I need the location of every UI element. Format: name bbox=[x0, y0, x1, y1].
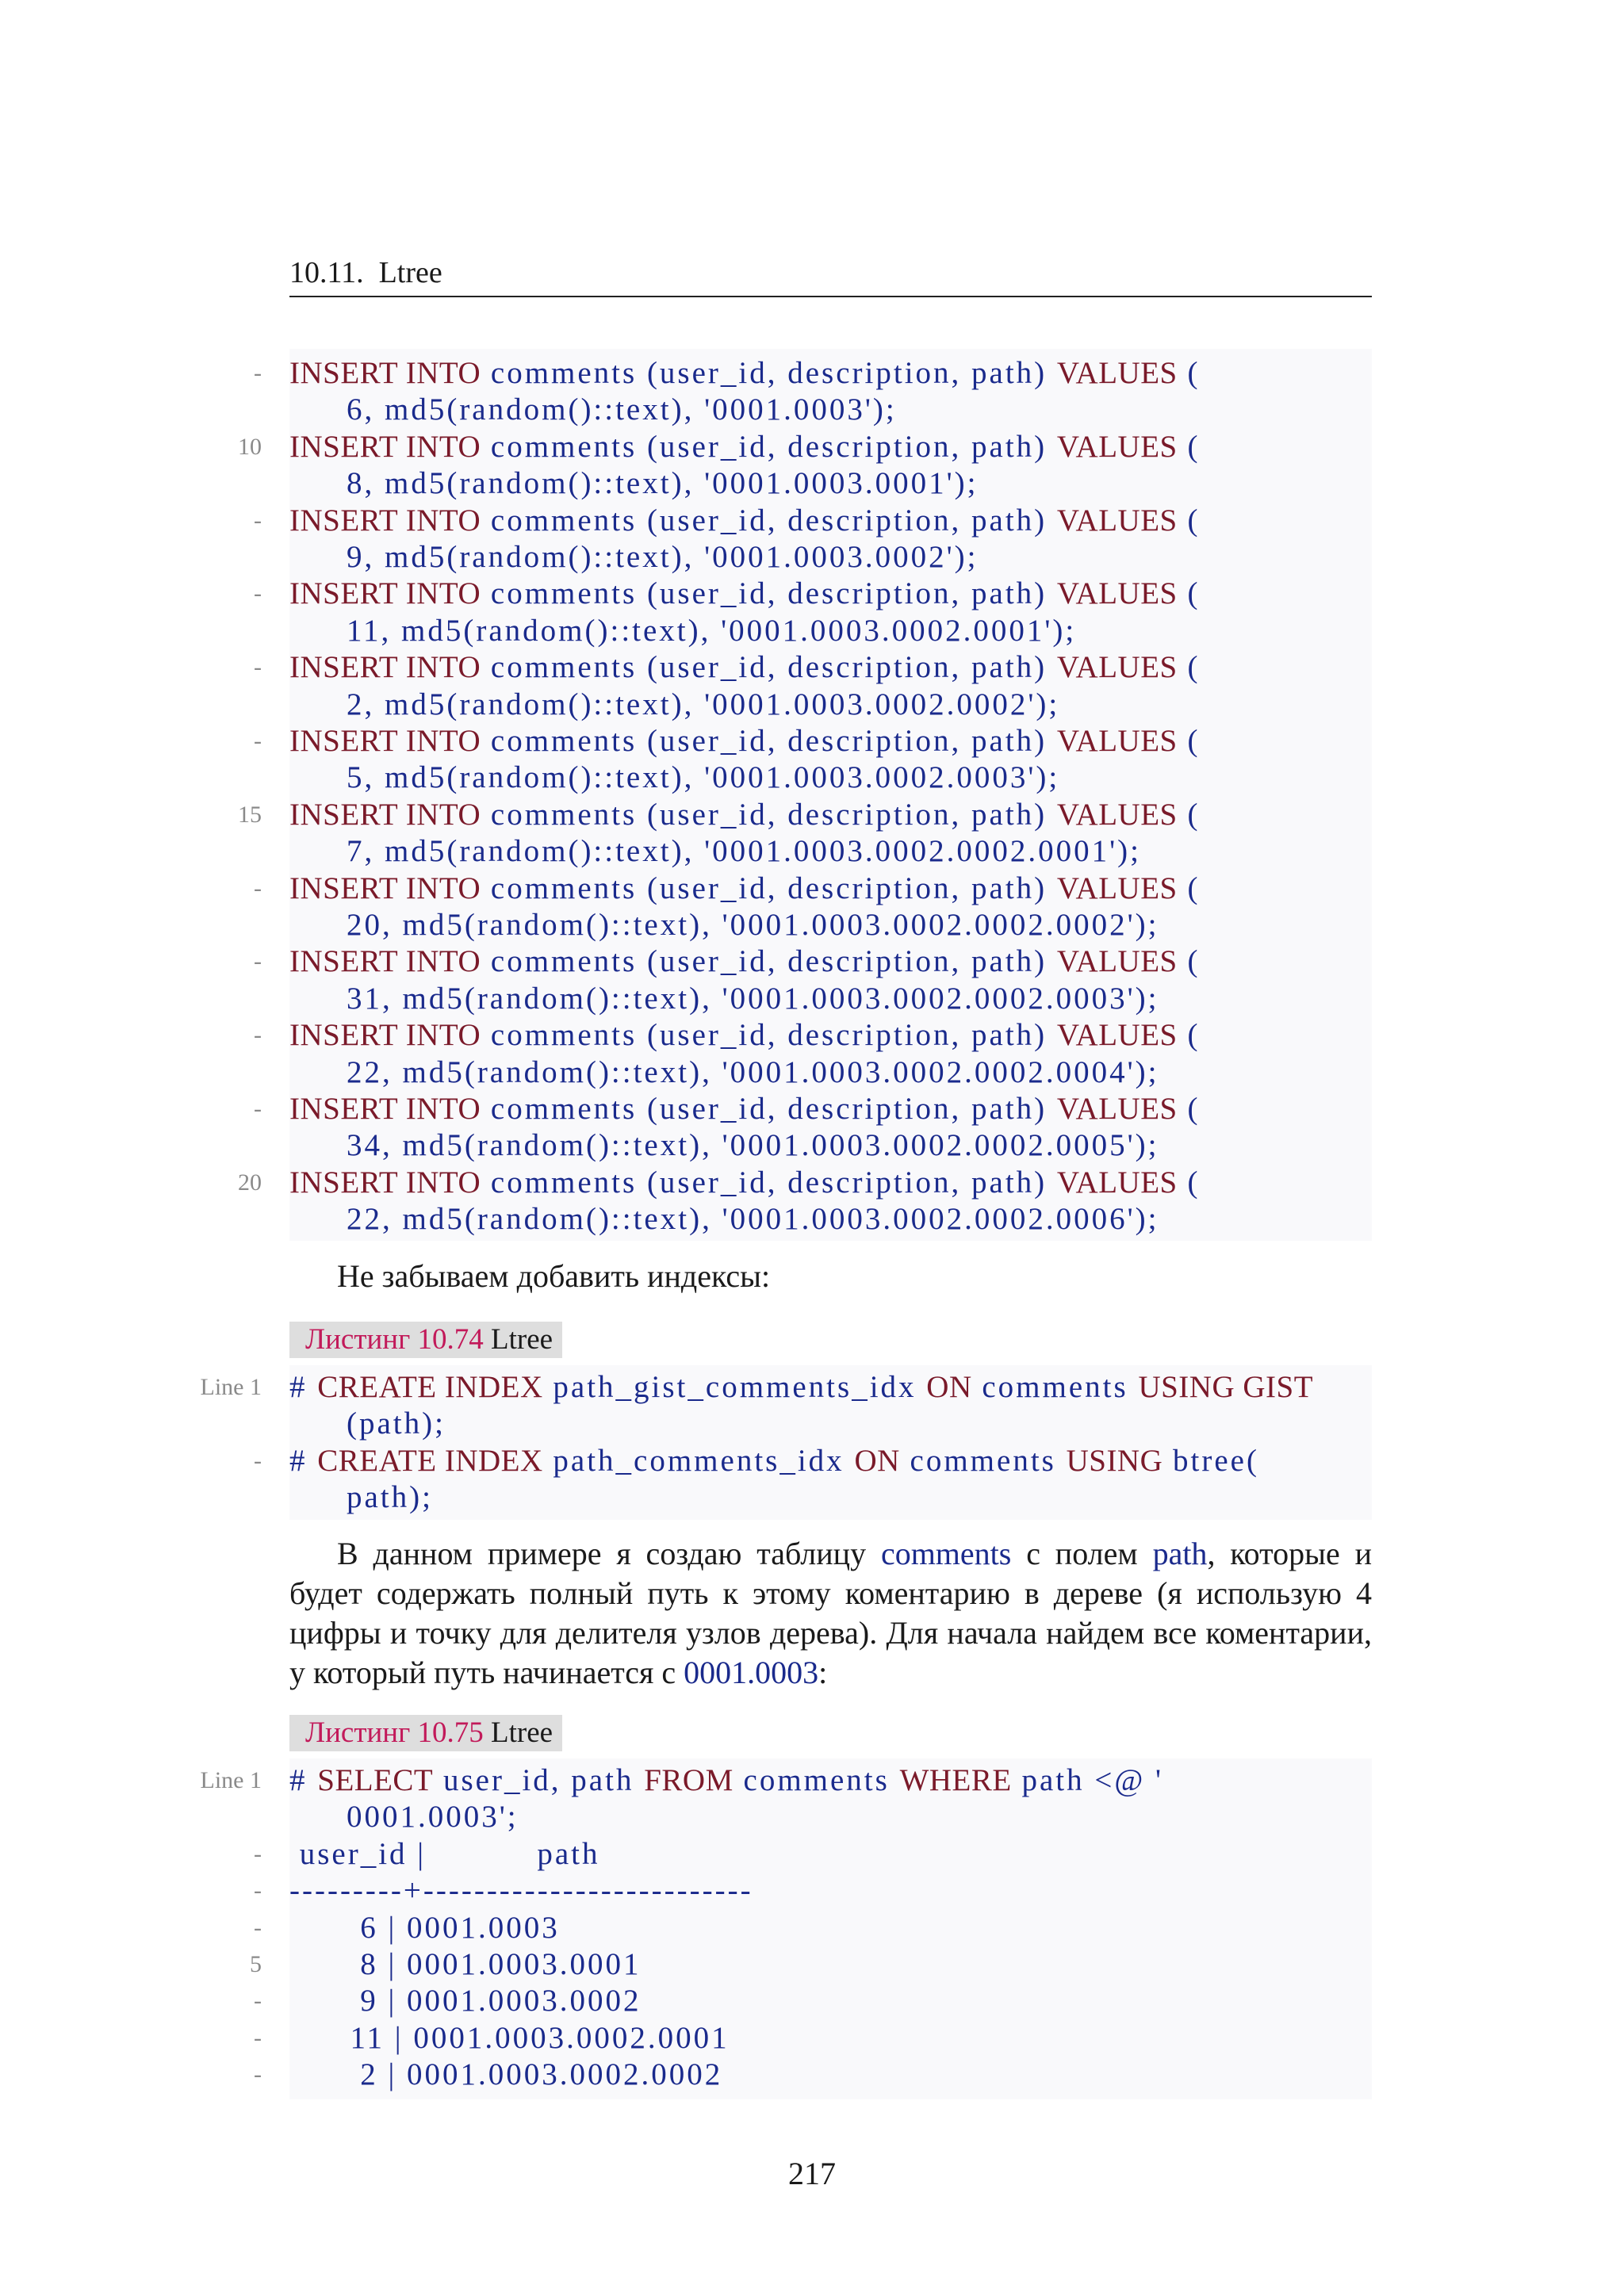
code-continuation: 7, md5(random()::text), '0001.0003.0002.0002.0001'); bbox=[347, 834, 1141, 869]
line-number: - bbox=[254, 507, 262, 534]
code-line bbox=[289, 943, 1200, 980]
code-line bbox=[347, 392, 897, 428]
sql-keyword: FROM bbox=[644, 1763, 733, 1797]
sql-keyword: VALUES bbox=[1056, 871, 1178, 905]
sql-identifiers: comments (user_id, description, path) bbox=[481, 1165, 1057, 1200]
code-continuation: 31, md5(random()::text), '0001.0003.0002.0002.0003'); bbox=[347, 981, 1159, 1016]
paragraph-description bbox=[289, 1534, 1372, 1693]
sql-identifiers: comments (user_id, description, path) bbox=[481, 576, 1057, 611]
code-text: 11 | 0001.0003.0002.0001 bbox=[289, 2020, 730, 2055]
line-number: - bbox=[254, 728, 262, 754]
line-number: - bbox=[254, 1022, 262, 1049]
code-line bbox=[289, 1369, 1313, 1406]
code-continuation: 2, md5(random()::text), '0001.0003.0002.0002'); bbox=[347, 687, 1060, 721]
sql-identifiers: comments (user_id, description, path) bbox=[481, 356, 1057, 390]
sql-punctuation: ( bbox=[1177, 944, 1201, 979]
sql-keyword: VALUES bbox=[1056, 650, 1178, 685]
sql-keyword: VALUES bbox=[1056, 797, 1178, 832]
code-line bbox=[289, 355, 1200, 392]
line-number: - bbox=[254, 1877, 262, 1904]
code-line bbox=[289, 723, 1200, 760]
sql-keyword: USING GIST bbox=[1138, 1370, 1314, 1404]
code-line bbox=[289, 1091, 1200, 1127]
code-text: ---------+-------------------------- bbox=[289, 1873, 753, 1908]
code-line bbox=[347, 613, 1076, 649]
code-text: user_id, path bbox=[433, 1763, 645, 1797]
line-number: - bbox=[254, 2061, 262, 2088]
code-continuation: 22, md5(random()::text), '0001.0003.0002.0002.0004'); bbox=[347, 1054, 1159, 1089]
line-number: - bbox=[254, 1447, 262, 1474]
line-number: 15 bbox=[238, 801, 262, 828]
code-continuation: 5, md5(random()::text), '0001.0003.0002.0003'); bbox=[347, 760, 1060, 795]
code-line bbox=[289, 1983, 642, 2019]
sql-punctuation: ( bbox=[1177, 356, 1201, 390]
sql-keyword: INSERT INTO bbox=[289, 650, 481, 685]
code-line bbox=[289, 1165, 1200, 1201]
sql-keyword: INSERT INTO bbox=[289, 1018, 481, 1053]
code-listing-75 bbox=[289, 1758, 1372, 2099]
code-line bbox=[289, 2020, 730, 2057]
sql-punctuation: ( bbox=[1177, 650, 1201, 685]
sql-keyword: INSERT INTO bbox=[289, 1165, 481, 1200]
line-number: - bbox=[254, 2024, 262, 2051]
sql-keyword: SELECT bbox=[317, 1763, 434, 1797]
code-line bbox=[289, 1946, 642, 1983]
sql-identifiers: comments (user_id, description, path) bbox=[481, 429, 1057, 464]
code-line bbox=[289, 871, 1200, 907]
sql-keyword: INSERT INTO bbox=[289, 944, 481, 979]
line-number: - bbox=[254, 1096, 262, 1122]
code-line bbox=[289, 503, 1200, 539]
line-number: Line 1 bbox=[200, 1374, 262, 1400]
code-line bbox=[347, 907, 1159, 943]
inline-code-prefix: 0001.0003 bbox=[684, 1655, 819, 1690]
sql-keyword: CREATE INDEX bbox=[317, 1443, 543, 1478]
sql-keyword: WHERE bbox=[899, 1763, 1012, 1797]
sql-keyword: ON bbox=[854, 1443, 900, 1478]
code-text: path_comments_idx bbox=[542, 1443, 855, 1478]
code-line bbox=[347, 981, 1159, 1017]
code-text: 6 | 0001.0003 bbox=[289, 1910, 560, 1945]
code-listing-74 bbox=[289, 1365, 1372, 1520]
code-text: 9 | 0001.0003.0002 bbox=[289, 1984, 642, 2019]
para2-text-1: В данном примере я создаю таблицу bbox=[337, 1536, 881, 1571]
code-continuation: 8, md5(random()::text), '0001.0003.0001'); bbox=[347, 466, 979, 501]
code-line bbox=[347, 833, 1141, 870]
sql-keyword: INSERT INTO bbox=[289, 724, 481, 758]
sql-keyword: VALUES bbox=[1056, 429, 1178, 464]
para2-text-3: , которые и будет содержать полный путь к этому коментарию в дереве (я использую 4 цифры и точку для делителя узлов дерева). Для начала найдем все коментарии, у который путь начинается с bbox=[289, 1536, 1372, 1690]
sql-keyword: INSERT INTO bbox=[289, 503, 481, 538]
code-text: path); bbox=[347, 1480, 433, 1515]
code-line bbox=[289, 576, 1200, 612]
code-continuation: 20, md5(random()::text), '0001.0003.0002.0002.0002'); bbox=[347, 908, 1159, 942]
listing-74-label: Листинг 10.74 bbox=[305, 1323, 484, 1356]
sql-keyword: VALUES bbox=[1056, 944, 1178, 979]
code-text: # bbox=[289, 1443, 318, 1478]
code-text: # bbox=[289, 1370, 318, 1404]
sql-identifiers: comments (user_id, description, path) bbox=[481, 724, 1057, 758]
sql-keyword: VALUES bbox=[1056, 576, 1178, 611]
code-line bbox=[347, 687, 1059, 723]
listing-75-caption bbox=[289, 1715, 562, 1751]
code-text: btree( bbox=[1162, 1443, 1259, 1478]
sql-punctuation: ( bbox=[1177, 1092, 1201, 1126]
sql-punctuation: ( bbox=[1177, 576, 1201, 611]
sql-keyword: VALUES bbox=[1056, 1165, 1178, 1200]
line-number: - bbox=[254, 1914, 262, 1941]
code-text: 2 | 0001.0003.0002.0002 bbox=[289, 2057, 723, 2092]
code-continuation: 6, md5(random()::text), '0001.0003'); bbox=[347, 392, 897, 427]
listing-74-caption bbox=[289, 1322, 562, 1358]
sql-identifiers: comments (user_id, description, path) bbox=[481, 650, 1057, 685]
code-line bbox=[289, 1873, 753, 1909]
code-text: comments bbox=[971, 1370, 1139, 1404]
code-continuation: 22, md5(random()::text), '0001.0003.0002.0002.0006'); bbox=[347, 1202, 1159, 1237]
sql-punctuation: ( bbox=[1177, 871, 1201, 905]
para2-text-4: : bbox=[818, 1655, 828, 1690]
sql-identifiers: comments (user_id, description, path) bbox=[481, 797, 1057, 832]
code-line bbox=[289, 429, 1200, 465]
sql-identifiers: comments (user_id, description, path) bbox=[481, 871, 1057, 905]
running-head: 10.11. Ltree bbox=[289, 256, 442, 289]
sql-punctuation: ( bbox=[1177, 503, 1201, 538]
code-text: (path); bbox=[347, 1406, 446, 1441]
line-number: - bbox=[254, 360, 262, 386]
code-line bbox=[347, 1054, 1159, 1091]
code-line bbox=[347, 1127, 1159, 1164]
inline-code-comments: comments bbox=[880, 1536, 1012, 1571]
sql-keyword: VALUES bbox=[1056, 503, 1178, 538]
code-line bbox=[289, 1910, 560, 1946]
line-number: - bbox=[254, 1988, 262, 2015]
code-text: 0001.0003'; bbox=[347, 1800, 519, 1835]
header-rule bbox=[289, 296, 1372, 297]
code-line bbox=[347, 465, 978, 502]
sql-identifiers: comments (user_id, description, path) bbox=[481, 503, 1057, 538]
code-continuation: 11, md5(random()::text), '0001.0003.0002.0001'); bbox=[347, 613, 1077, 648]
code-line bbox=[347, 1479, 433, 1516]
line-number: 5 bbox=[250, 1951, 262, 1977]
code-line bbox=[347, 539, 978, 576]
code-line bbox=[289, 649, 1200, 686]
sql-punctuation: ( bbox=[1177, 1165, 1201, 1200]
code-text: path_gist_comments_idx bbox=[542, 1370, 927, 1404]
code-line bbox=[347, 1406, 446, 1442]
line-number: Line 1 bbox=[200, 1767, 262, 1793]
line-number: - bbox=[254, 1840, 262, 1867]
code-text: comments bbox=[899, 1443, 1067, 1478]
code-listing-inserts bbox=[289, 349, 1372, 1241]
sql-punctuation: ( bbox=[1177, 724, 1201, 758]
sql-keyword: INSERT INTO bbox=[289, 871, 481, 905]
listing-75-label: Листинг 10.75 bbox=[305, 1716, 484, 1749]
code-continuation: 9, md5(random()::text), '0001.0003.0002'); bbox=[347, 540, 979, 574]
sql-identifiers: comments (user_id, description, path) bbox=[481, 944, 1057, 979]
sql-punctuation: ( bbox=[1177, 429, 1201, 464]
sql-keyword: INSERT INTO bbox=[289, 797, 481, 832]
line-number: 10 bbox=[238, 433, 262, 460]
line-number: - bbox=[254, 654, 262, 681]
code-line bbox=[289, 1443, 1259, 1479]
sql-identifiers: comments (user_id, description, path) bbox=[481, 1018, 1057, 1053]
code-text: comments bbox=[733, 1763, 900, 1797]
code-line bbox=[347, 1799, 519, 1835]
line-number: - bbox=[254, 874, 262, 901]
code-text: path <@ ' bbox=[1011, 1763, 1164, 1797]
sql-keyword: VALUES bbox=[1056, 356, 1178, 390]
code-line bbox=[289, 1836, 600, 1873]
code-line bbox=[289, 1017, 1200, 1054]
sql-keyword: VALUES bbox=[1056, 724, 1178, 758]
sql-punctuation: ( bbox=[1177, 797, 1201, 832]
sql-keyword: USING bbox=[1066, 1443, 1163, 1478]
sql-keyword: INSERT INTO bbox=[289, 576, 481, 611]
sql-punctuation: ( bbox=[1177, 1018, 1201, 1053]
sql-identifiers: comments (user_id, description, path) bbox=[481, 1092, 1057, 1126]
sql-keyword: ON bbox=[926, 1370, 972, 1404]
code-line bbox=[289, 2057, 722, 2093]
sql-keyword: VALUES bbox=[1056, 1092, 1178, 1126]
sql-keyword: INSERT INTO bbox=[289, 1092, 481, 1126]
code-line bbox=[347, 760, 1059, 796]
para2-text-2: с полем bbox=[1011, 1536, 1153, 1571]
code-line bbox=[289, 797, 1200, 833]
code-text: # bbox=[289, 1763, 318, 1797]
sql-keyword: CREATE INDEX bbox=[317, 1370, 543, 1404]
line-number: 20 bbox=[238, 1169, 262, 1196]
sql-keyword: INSERT INTO bbox=[289, 429, 481, 464]
line-number: - bbox=[254, 948, 262, 975]
line-number: - bbox=[254, 580, 262, 607]
code-text: 8 | 0001.0003.0001 bbox=[289, 1947, 642, 1981]
sql-keyword: INSERT INTO bbox=[289, 356, 481, 390]
listing-75-title: Ltree bbox=[491, 1716, 553, 1749]
code-line bbox=[289, 1762, 1163, 1799]
inline-code-path: path bbox=[1152, 1536, 1208, 1571]
code-text: user_id | path bbox=[289, 1836, 600, 1871]
page-number: 217 bbox=[788, 2156, 836, 2191]
sql-keyword: VALUES bbox=[1056, 1018, 1178, 1053]
code-line bbox=[347, 1201, 1159, 1238]
code-continuation: 34, md5(random()::text), '0001.0003.0002.0002.0005'); bbox=[347, 1128, 1159, 1163]
listing-74-title: Ltree bbox=[491, 1323, 553, 1356]
paragraph-indexes: Не забываем добавить индексы: bbox=[337, 1258, 771, 1294]
